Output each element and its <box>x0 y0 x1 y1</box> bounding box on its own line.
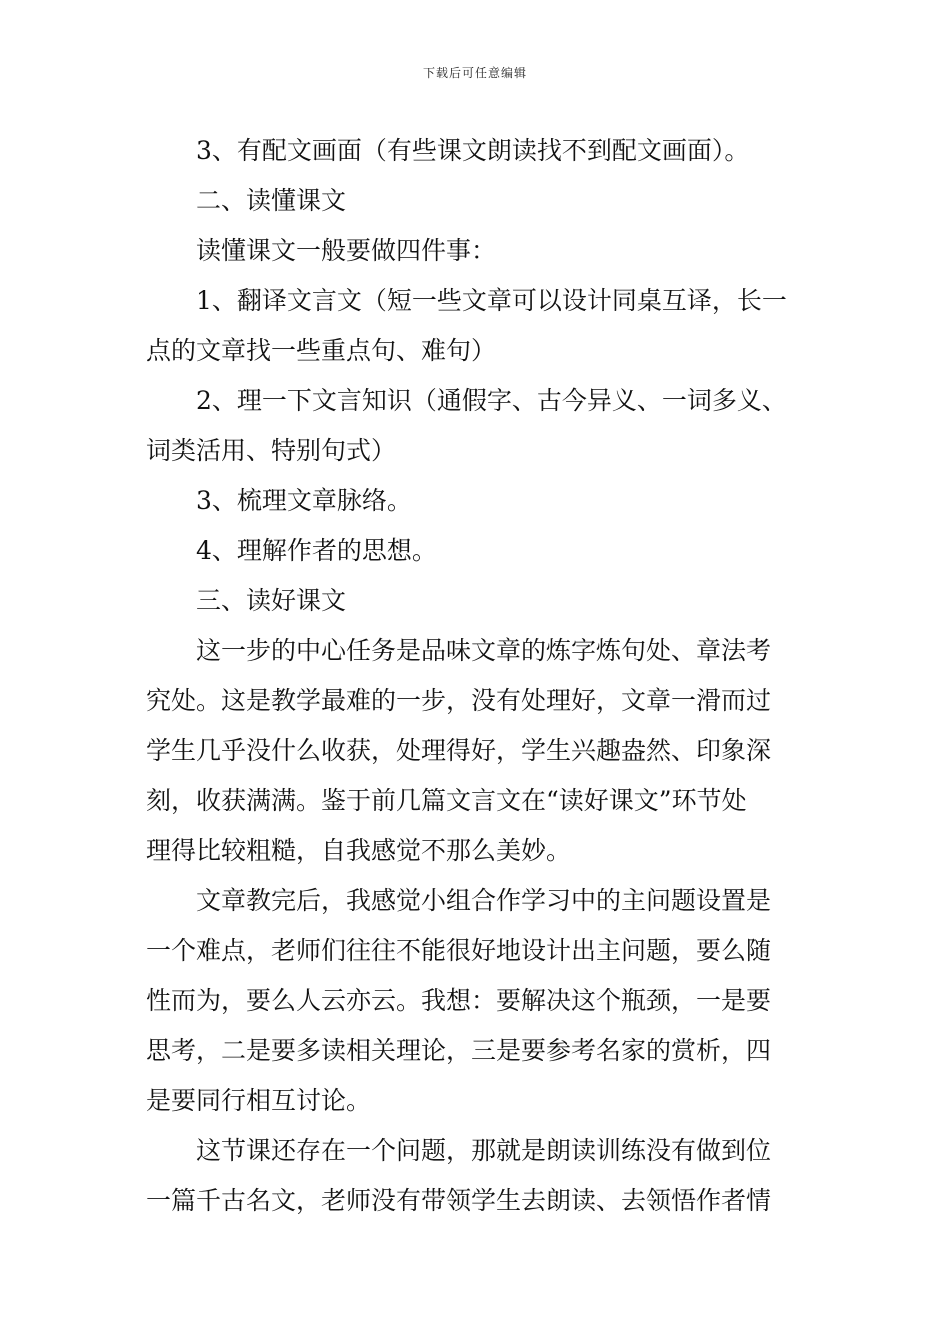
text-line: 三、读好课文 <box>196 586 347 615</box>
text-line: 刻，收获满满。鉴于前几篇文言文在“读好课文”环节处 <box>146 786 747 815</box>
text-line: 思考，二是要多读相关理论，三是要参考名家的赏析，四 <box>146 1036 772 1065</box>
text-line: 二、读懂课文 <box>196 186 347 215</box>
text-line: 性而为，要么人云亦云。我想：要解决这个瓶颈，一是要 <box>146 986 772 1015</box>
text-line: 读懂课文一般要做四件事： <box>196 236 497 265</box>
text-line: 3、梳理文章脉络。 <box>196 486 412 515</box>
text-line: 一个难点，老师们往往不能很好地设计出主问题，要么随 <box>146 936 772 965</box>
text-line: 这节课还存在一个问题，那就是朗读训练没有做到位 <box>196 1136 772 1165</box>
text-line: 一篇千古名文，老师没有带领学生去朗读、去领悟作者情 <box>146 1186 772 1215</box>
text-line: 理得比较粗糙，自我感觉不那么美妙。 <box>146 836 572 865</box>
text-line: 究处。这是教学最难的一步，没有处理好，文章一滑而过 <box>146 686 772 715</box>
text-line: 文章教完后，我感觉小组合作学习中的主问题设置是 <box>196 886 772 915</box>
text-line: 学生几乎没什么收获，处理得好，学生兴趣盎然、印象深 <box>146 736 772 765</box>
text-line: 这一步的中心任务是品味文章的炼字炼句处、章法考 <box>196 636 772 665</box>
document-body <box>146 126 806 1226</box>
text-line: 2、理一下文言知识（通假字、古今异义、一词多义、 <box>196 386 787 415</box>
text-line: 点的文章找一些重点句、难句） <box>146 336 497 365</box>
text-line: 是要同行相互讨论。 <box>146 1086 372 1115</box>
page-header: 下载后可任意编辑 <box>422 66 527 80</box>
text-line: 4、理解作者的思想。 <box>196 536 437 565</box>
text-line: 词类活用、特别句式） <box>146 436 397 465</box>
text-line: 3、有配文画面（有些课文朗读找不到配文画面）。 <box>196 136 750 165</box>
text-line: 1、翻译文言文（短一些文章可以设计同桌互译，长一 <box>196 286 787 315</box>
